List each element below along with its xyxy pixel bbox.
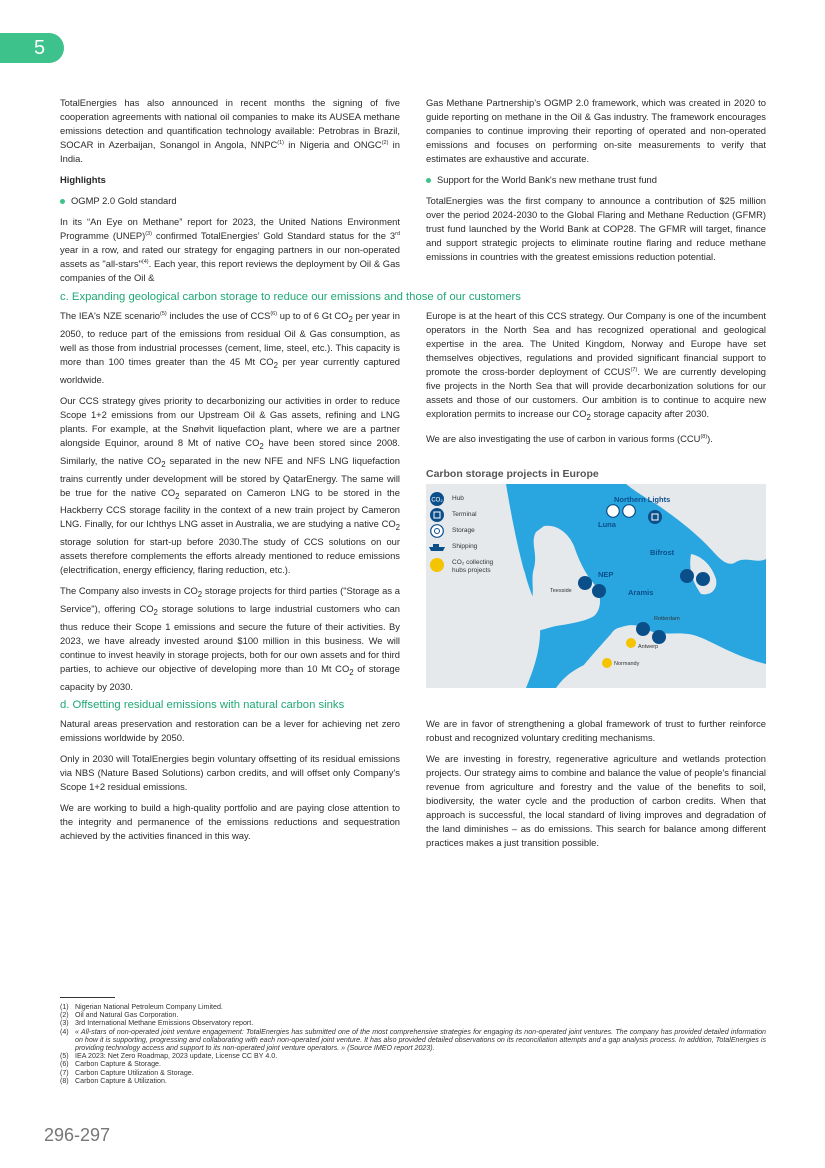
luna-storage-icon — [606, 504, 620, 518]
section-d-right-paragraph-1: We are in favor of strengthening a global framework of trust to further reinforce robust and recognized voluntary crediting mechanisms. — [426, 718, 766, 743]
page-number: 5 — [34, 37, 46, 59]
section-c-paragraph-1: The IEA's NZE scenario$^{(5)}$ includes the use of CCS$^{(6)}$ up to of 6 Gt $CO_2$ per year in 2050, to reduce part of the emissions from residual Oil & Gas consumption, as well as those from industrial processes (cement, lime, steel, etc.). This capacity is more than 100 times greater than the 45 Mt $CO_2$ per year currently captured worldwide. — [60, 310, 400, 385]
co2-hub-project-icon — [430, 558, 444, 572]
europe-ccs-map — [426, 484, 766, 688]
highlight-bullet-1: OGMP 2.0 Gold standard — [60, 194, 400, 208]
section-d-paragraph-1: Natural areas preservation and restoration can be a lever for achieving net zero emissions worldwide by 2050. — [60, 718, 400, 743]
footnote-4: (4) « All-stars of non-operated joint venture engagement: TotalEnergies has submitted one of the most comprehensive strategies for engaging its non-operated joint ventures. The company has provided detailed information on how it is supporting, progressing and collaborating with each non-operated joint venture. It has also provided detailed observations on its reconciliation attempts and a gap analysis process. In addition, TotalEnergies is providing technology access and support to its non-operated joint venture operators. » (Source IMEO report 2023). — [60, 1027, 766, 1053]
section-d-paragraph-3: We are working to build a high-quality portfolio and are paying close attention to the integrity and permanence of the emissions reductions and sequestration achieved by the activities financed in this way. — [60, 802, 400, 841]
highlight-bullet-2: Support for the World Bank's new methane trust fund — [426, 173, 766, 187]
bifrost-hub-icon — [696, 572, 710, 586]
section-d-paragraph-2: Only in 2030 will TotalEnergies begin voluntary offsetting of its residual emissions via NBS (Nature Based Solutions) carbon credits, and will offset only Company’s Scope 1+2 residual emissions. — [60, 753, 400, 792]
intro-right-paragraph-1: Gas Methane Partnership’s OGMP 2.0 framework, which was created in 2020 to guide reporting on methane in the Oil & Gas industry. The framework encourages companies to continue improving their reporting of operated and non-operated emissions and focuses on performing on-site measurements to verify that estimates are exhaustive and accurate. — [426, 97, 766, 164]
intro-right-paragraph-2: TotalEnergies was the first company to announce a contribution of $25 million over the period 2024-2030 to the Global Flaring and Methane Reduction (GFMR) trust fund launched by the World Bank at COP28. The GFMR will target, finance and support strategic projects to eliminate routine flaring and reduce methane emissions in countries with the greatest emissions reduction potential. — [426, 195, 766, 262]
section-c-right-paragraph-2: We are also investigating the use of carbon in various forms (CCU$^{(8)}$). — [426, 432, 713, 444]
label-northern-lights: Northern Lights — [614, 495, 671, 504]
legend-storage: Storage — [452, 527, 475, 534]
svg-text:CO₂: CO₂ — [431, 497, 443, 504]
northern-lights-storage-icon — [622, 504, 636, 518]
intro-paragraph-1: TotalEnergies has also announced in recent months the signing of five cooperation agreements with national oil companies to make its AUSEA methane emissions detection and quantification technology available: Petrobras in Brazil, SOCAR in Azerbaijan, Sonangol in Angola, NNPC$^{(1)}$ in Nigeria and ONGC$^{(2)}$ in India. — [60, 97, 400, 164]
map-title: Carbon storage projects in Europe — [426, 468, 599, 480]
section-d-right-paragraph-2: We are investing in forestry, regenerative agriculture and wetlands protection projects. Our strategy aims to combine and balance the value of people’s financial revenue from agriculture and forestry and the value of the benefits to soil, biodiversity, the water cycle and the production of carbon credits. When that approach is successful, the local standard of living improves and degradation of the land diminishes – as do emissions. This search for balance among different practices makes a just transition possible. — [426, 753, 766, 848]
label-nep: NEP — [598, 570, 614, 579]
shipping-icon — [428, 542, 446, 552]
label-bifrost: Bifrost — [650, 548, 675, 557]
footnote-divider — [60, 997, 115, 998]
legend-co2-hubs: CO₂ collecting hubs projects — [452, 559, 494, 574]
nep-terminal-icon — [592, 584, 606, 598]
normandy-hub-icon — [602, 658, 612, 668]
section-c-heading: c. Expanding geological carbon storage to reduce our emissions and those of our customers — [60, 291, 521, 303]
legend-hub: Hub — [452, 495, 464, 502]
northern-lights-terminal-icon — [648, 510, 662, 524]
intro-right-column — [426, 96, 766, 271]
footnote-2: (2) Oil and Natural Gas Corporation. — [60, 1011, 179, 1020]
rotterdam-hub-icon — [652, 630, 666, 644]
label-luna: Luna — [598, 520, 616, 529]
section-d-right-column — [426, 717, 766, 857]
footnotes — [60, 1003, 766, 1085]
legend-terminal: Terminal — [452, 511, 477, 518]
terminal-icon — [430, 508, 444, 522]
legend-shipping: Shipping — [452, 543, 478, 550]
section-d-heading: d. Offsetting residual emissions with natural carbon sinks — [60, 699, 345, 711]
section-d-left-column — [60, 717, 400, 850]
footnote-6: (6) Carbon Capture & Storage. — [60, 1060, 161, 1069]
section-c-right-column — [426, 309, 766, 453]
antwerp-hub-icon — [626, 638, 636, 648]
label-rotterdam: Rotterdam — [654, 616, 680, 622]
nep-hub-icon — [578, 576, 592, 590]
hub-icon — [430, 492, 444, 506]
section-c-right-paragraph-1: Europe is at the heart of this CCS strategy. Our Company is one of the incumbent operators in the North Sea and has recognized operational and geological expertise in the area. The United Kingdom, Norway and Europe have set themselves objectives, regulations and provided significant financial support to promote the cross-border deployment of CCUS$^{(7)}$. We are currently developing five projects in the North Sea that will provide decarbonization solutions for our assets and those of our customers. Our ambition is to continue to acquire new exploration permits to increase our $CO_2$ storage capacity after 2030. — [426, 310, 767, 422]
page-spread-number: 296-297 — [44, 1125, 111, 1145]
highlights-title: Highlights — [60, 174, 106, 185]
footnote-7: (7) Carbon Capture Utilization & Storage. — [60, 1068, 194, 1077]
page-number-tab — [0, 33, 64, 63]
footnote-8: (8) Carbon Capture & Utilization. — [60, 1076, 167, 1085]
label-normandy: Normandy — [614, 661, 640, 667]
storage-icon — [430, 524, 444, 538]
footnote-1: (1) Nigerian National Petroleum Company Limited. — [60, 1003, 223, 1011]
section-c-left-column — [60, 309, 400, 701]
footnote-5: (5) IEA 2023: Net Zero Roadmap, 2023 update, License CC BY 4.0. — [60, 1052, 278, 1061]
ireland-land — [503, 563, 526, 597]
intro-left-column — [60, 96, 400, 292]
label-teesside: Teesside — [550, 588, 572, 594]
label-antwerp: Antwerp — [638, 644, 659, 650]
intro-paragraph-2: In its “An Eye on Methane” report for 2023, the United Nations Environment Programme (UNEP)$^{(3)}$ confirmed TotalEnergies’ Gold Standard status for the 3rd year in a row, and rated our strategy for engaging partners in our non-operated assets as "all-stars"$^{(4)}$. Each year, this report reviews the deployment by Oil & Gas companies of the Oil & — [60, 216, 400, 283]
label-aramis: Aramis — [628, 588, 654, 597]
rotterdam-terminal-icon — [636, 622, 650, 636]
bifrost-terminal-icon — [680, 569, 694, 583]
section-c-paragraph-2: Our CCS strategy gives priority to decarbonizing our activities in order to reduce Scope 1+2 emissions from our Upstream Oil & Gas assets, refining and LNG plants. For example, at the Snøhvit liquefaction plant, where we are a partner alongside Equinor, around 8 Mt of native $CO_2$ have been stored since 2008. Similarly, the native $CO_2$ separated in the new NFE and NFS LNG liquefaction trains currently under development will be stored by QatarEnergy. The same will be true for the native $CO_2$ separated on Cameron LNG to be stored in the Hackberry CCS storage facility in the context of a new train project by Cameron LNG. Finally, for our Ichthys LNG asset in Australia, we are studying a native $CO_2$ storage solution for start-up before 2030.The study of CCS solutions on our assets therefore complements the efforts already mentioned to reduce emissions (electrification, energy efficiency, flaring reduction, etc.). — [60, 394, 400, 576]
footnote-3: (3) 3rd International Methane Emissions Observatory report. — [60, 1019, 254, 1028]
section-c-paragraph-3: The Company also invests in $CO_2$ storage projects for third parties ("Storage as a Service"), offering $CO_2$ storage solutions to large industrial customers who can thus reduce their Scope 1 emissions and secure the future of their activities. By 2023, we have already invested around $100 million in this business. We will continue to invest heavily in storage projects, both for our own assets and for third parties, to achieve our objective of developing more than 10 Mt $CO_2$ of storage capacity by 2030. — [60, 585, 400, 692]
